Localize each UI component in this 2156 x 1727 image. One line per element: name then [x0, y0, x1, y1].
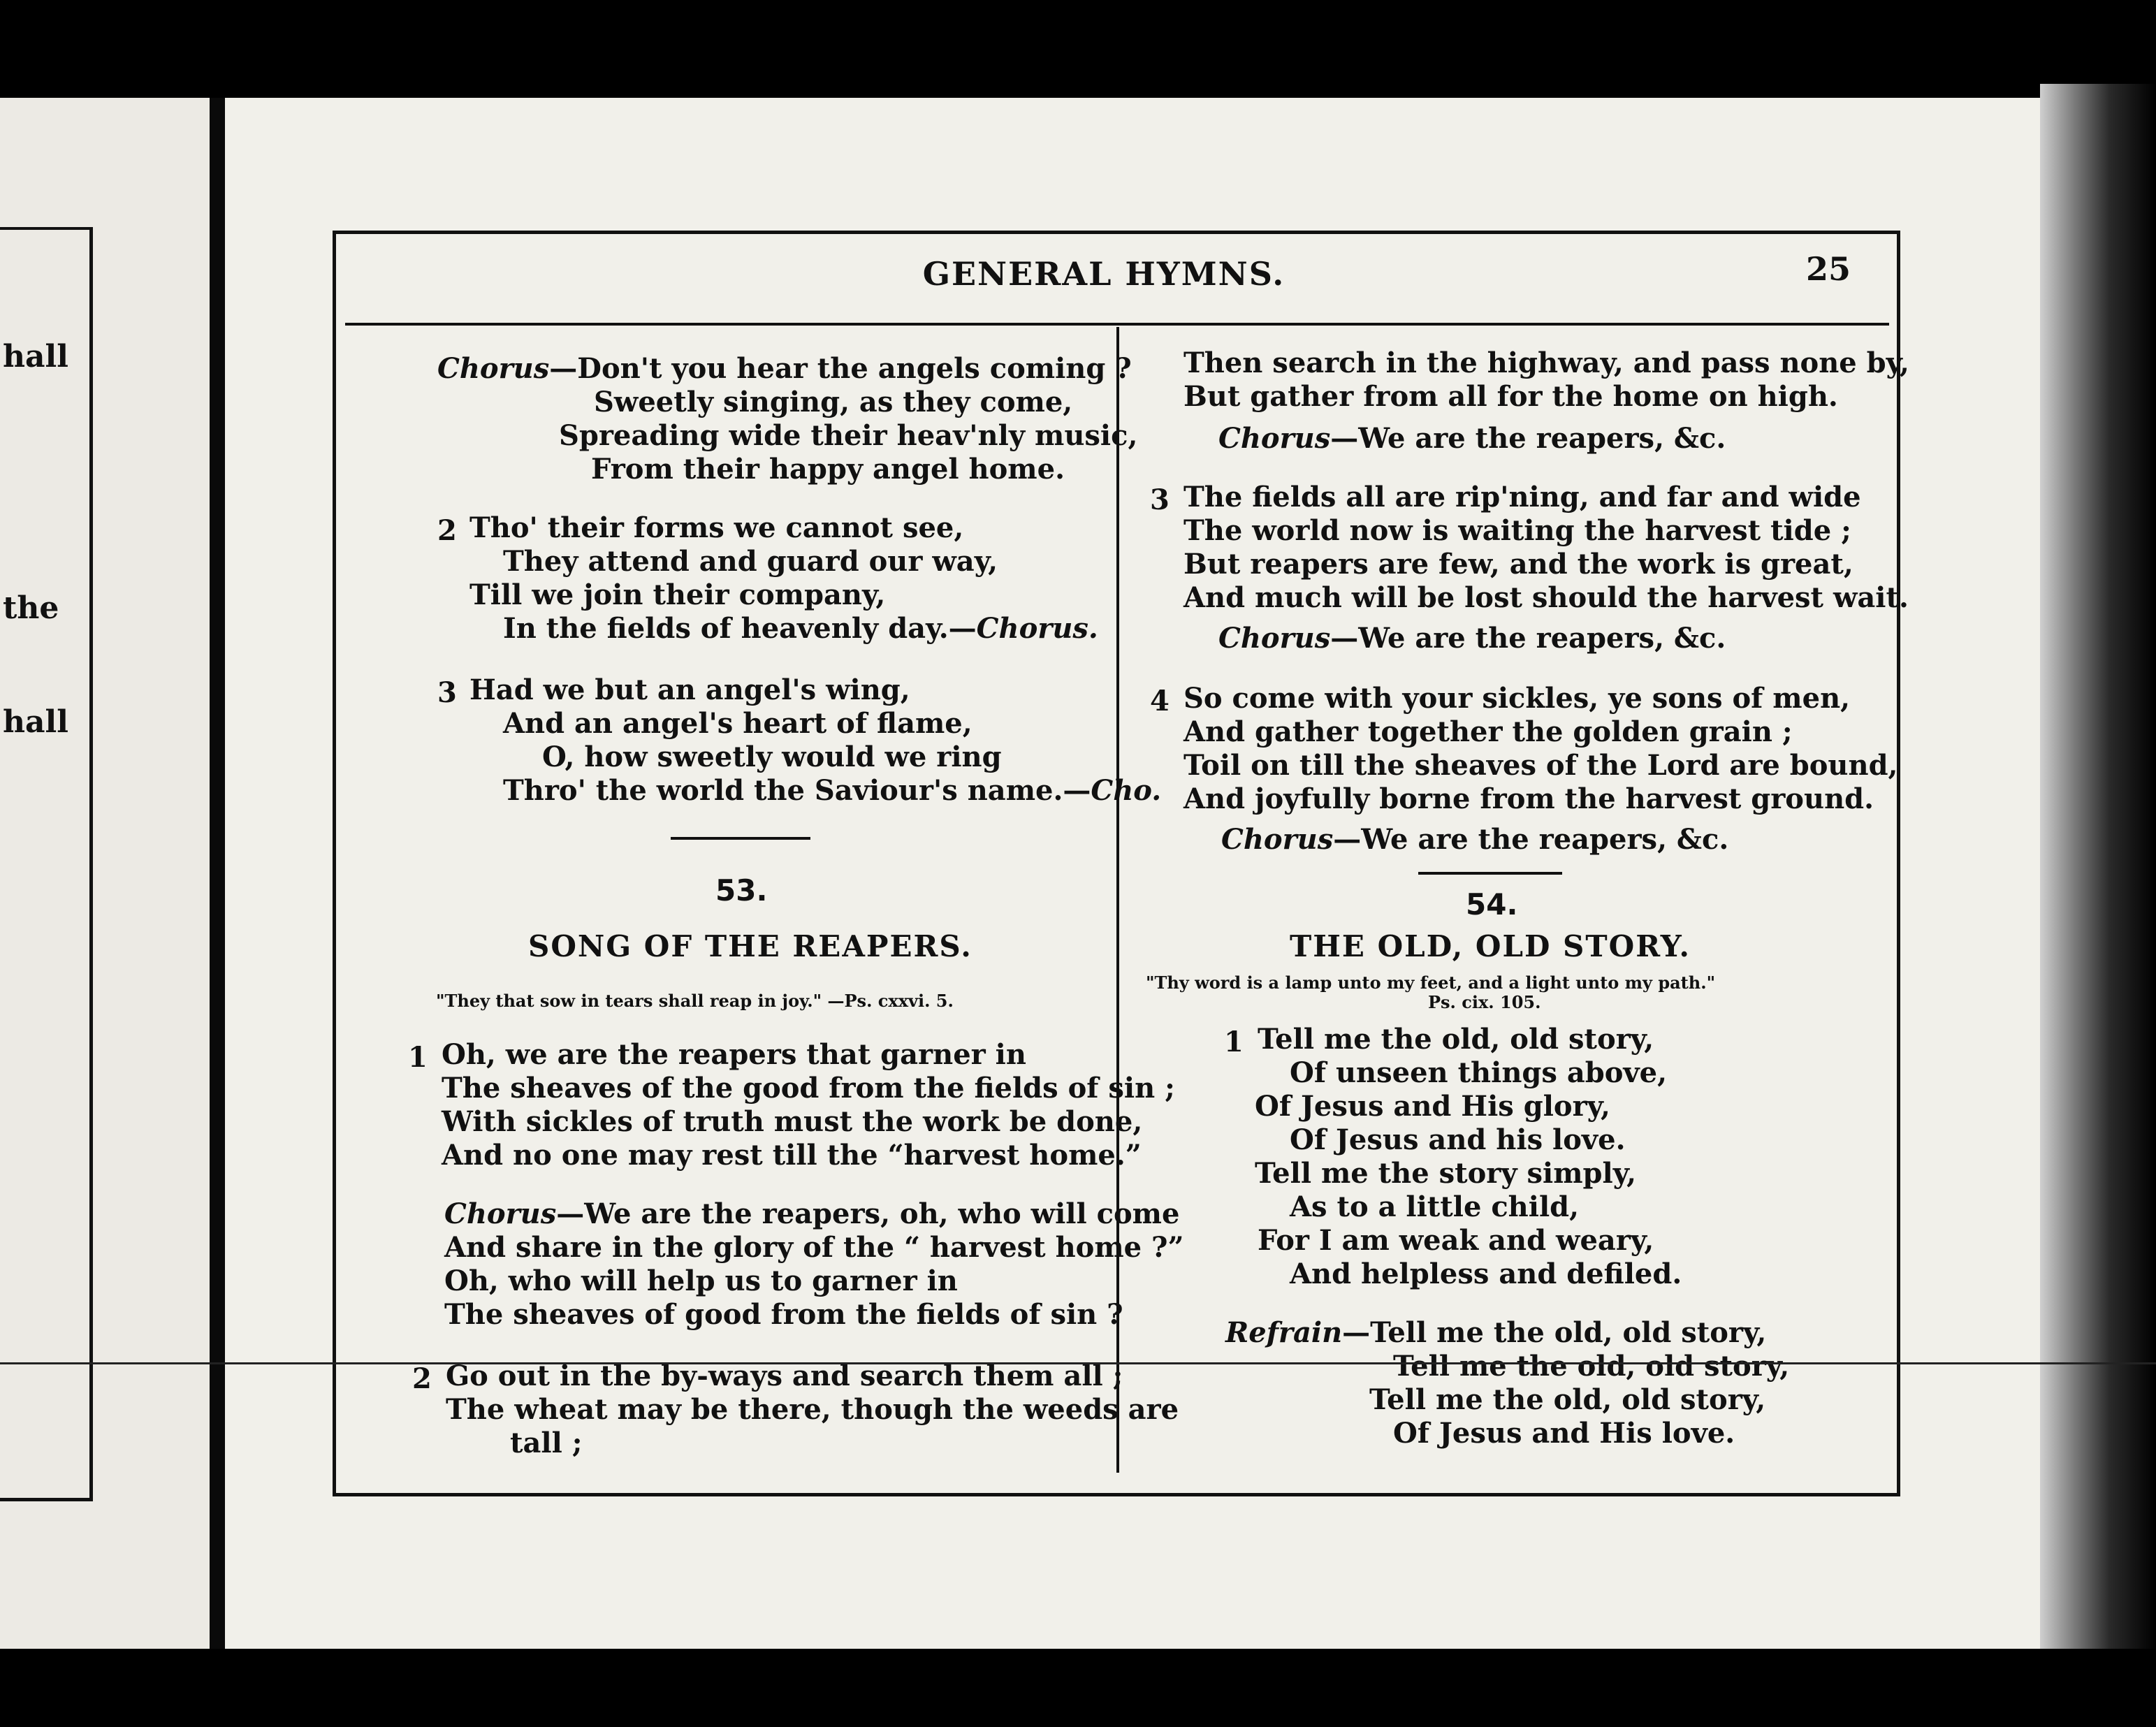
verse-line: tall ; [510, 1427, 583, 1459]
verse-line: Of Jesus and his love. [1290, 1123, 1626, 1156]
hymn-title: SONG OF THE REAPERS. [528, 929, 973, 963]
chorus-label: Chorus [437, 352, 550, 385]
page-edge-shadow [2040, 84, 2156, 1691]
chorus-cue: Chorus. [976, 612, 1098, 645]
verse-line: O, how sweetly would we ring [542, 741, 1002, 773]
chorus-label: Chorus [1221, 823, 1334, 856]
verse-line: The wheat may be there, though the weeds are [446, 1393, 1179, 1426]
section-rule [1418, 872, 1562, 875]
verse-line: Till we join their company, [469, 578, 886, 611]
verse-line: Had we but an angel's wing, [469, 673, 910, 706]
verse-line: Toil on till the sheaves of the Lord are bound, [1183, 749, 1898, 782]
verse-line: Then search in the highway, and pass none by, [1183, 347, 1909, 379]
hymn-epigraph-ref: Ps. cix. 105. [1428, 992, 1541, 1012]
verse-line: But reapers are few, and the work is great, [1183, 548, 1853, 581]
verse-line: And an angel's heart of flame, [503, 707, 973, 740]
chorus-label: Chorus [444, 1197, 557, 1230]
chorus-cue: Cho. [1091, 774, 1162, 807]
verse-line: Tho' their forms we cannot see, [469, 511, 964, 544]
verse-number: 3 [437, 676, 457, 709]
verse-line: In the fields of heavenly day.—Chorus. [503, 612, 1098, 645]
chorus-label: Chorus [1218, 622, 1331, 655]
scan-bottom-border [0, 1649, 2156, 1727]
hymn-epigraph: "Thy word is a lamp unto my feet, and a light unto my path." [1146, 972, 1716, 993]
verse-line: Tell me the story simply, [1255, 1157, 1637, 1190]
verse-line: And joyfully borne from the harvest ground. [1183, 782, 1874, 815]
verse-line: Of Jesus and His glory, [1255, 1090, 1610, 1123]
verse-line: And no one may rest till the “harvest home.” [442, 1139, 1142, 1172]
chorus-label: Chorus [1218, 422, 1331, 455]
refrain-line: Tell me the old, old story, [1369, 1383, 1766, 1416]
chorus-line: Chorus—We are the reapers, oh, who will come [444, 1197, 1180, 1230]
facing-page-text: hall [3, 704, 68, 740]
facing-page-text: the [3, 590, 59, 626]
verse-line: Go out in the by-ways and search them all ; [446, 1360, 1123, 1392]
verse-line: Oh, we are the reapers that garner in [442, 1038, 1026, 1071]
hymn-number: 54. [1466, 887, 1518, 921]
verse-line: And gather together the golden grain ; [1183, 715, 1793, 748]
chorus-line: Spreading wide their heav'nly music, [559, 419, 1138, 452]
chorus-line: And share in the glory of the “ harvest home ?” [444, 1231, 1184, 1264]
verse-number: 3 [1150, 483, 1170, 516]
refrain-line: Tell me the old, old story, [1393, 1350, 1790, 1383]
verse-number: 4 [1150, 685, 1170, 717]
refrain-line: Of Jesus and His love. [1393, 1417, 1735, 1450]
verse-line: And much will be lost should the harvest wait. [1183, 581, 1909, 614]
hymn-number: 53. [715, 873, 768, 908]
facing-page-text: hall [3, 339, 68, 374]
running-head: GENERAL HYMNS. [922, 255, 1285, 293]
chorus-cue-line: Chorus—We are the reapers, &c. [1218, 422, 1726, 455]
facing-page-frame [0, 227, 93, 1501]
verse-line: As to a little child, [1290, 1190, 1580, 1223]
verse-number: 1 [408, 1041, 428, 1074]
chorus-cue-line: Chorus—We are the reapers, &c. [1221, 823, 1729, 856]
verse-number: 2 [412, 1362, 432, 1395]
chorus-line: Sweetly singing, as they come, [594, 386, 1073, 418]
verse-line: Thro' the world the Saviour's name.—Cho. [503, 774, 1162, 807]
verse-number: 2 [437, 514, 457, 547]
hymn-title: THE OLD, OLD STORY. [1290, 929, 1691, 963]
verse-line: They attend and guard our way, [503, 545, 998, 578]
verse-line: But gather from all for the home on high. [1183, 380, 1838, 413]
chorus-line: From their happy angel home. [591, 453, 1065, 486]
refrain-line: Refrain—Tell me the old, old story, [1225, 1316, 1767, 1349]
page-number: 25 [1806, 250, 1851, 288]
verse-line: Tell me the old, old story, [1258, 1023, 1654, 1056]
scan-artifact-line [0, 1362, 2156, 1364]
chorus-cue-line: Chorus—We are the reapers, &c. [1218, 622, 1726, 655]
chorus-line: Chorus—Don't you hear the angels coming ? [437, 352, 1132, 385]
hymn-epigraph: "They that sow in tears shall reap in joy." —Ps. cxxvi. 5. [436, 991, 954, 1011]
verse-line: For I am weak and weary, [1258, 1224, 1654, 1257]
verse-line: The fields all are rip'ning, and far and wide [1183, 481, 1861, 513]
scan-top-border [0, 0, 2156, 98]
verse-line: The sheaves of the good from the fields of sin ; [442, 1072, 1175, 1105]
refrain-label: Refrain [1225, 1316, 1343, 1349]
verse-number: 1 [1224, 1026, 1244, 1058]
facing-page-fragment [0, 98, 210, 1663]
chorus-line: The sheaves of good from the fields of sin ? [444, 1298, 1123, 1331]
verse-line: And helpless and defiled. [1290, 1258, 1682, 1290]
book-gutter [210, 98, 225, 1663]
verse-line: With sickles of truth must the work be done, [442, 1105, 1143, 1138]
chorus-line: Oh, who will help us to garner in [444, 1265, 958, 1297]
section-rule [671, 837, 810, 840]
verse-line: The world now is waiting the harvest tide ; [1183, 514, 1851, 547]
verse-line: Of unseen things above, [1290, 1056, 1667, 1089]
header-rule [345, 323, 1889, 326]
verse-line: So come with your sickles, ye sons of men, [1183, 682, 1851, 715]
